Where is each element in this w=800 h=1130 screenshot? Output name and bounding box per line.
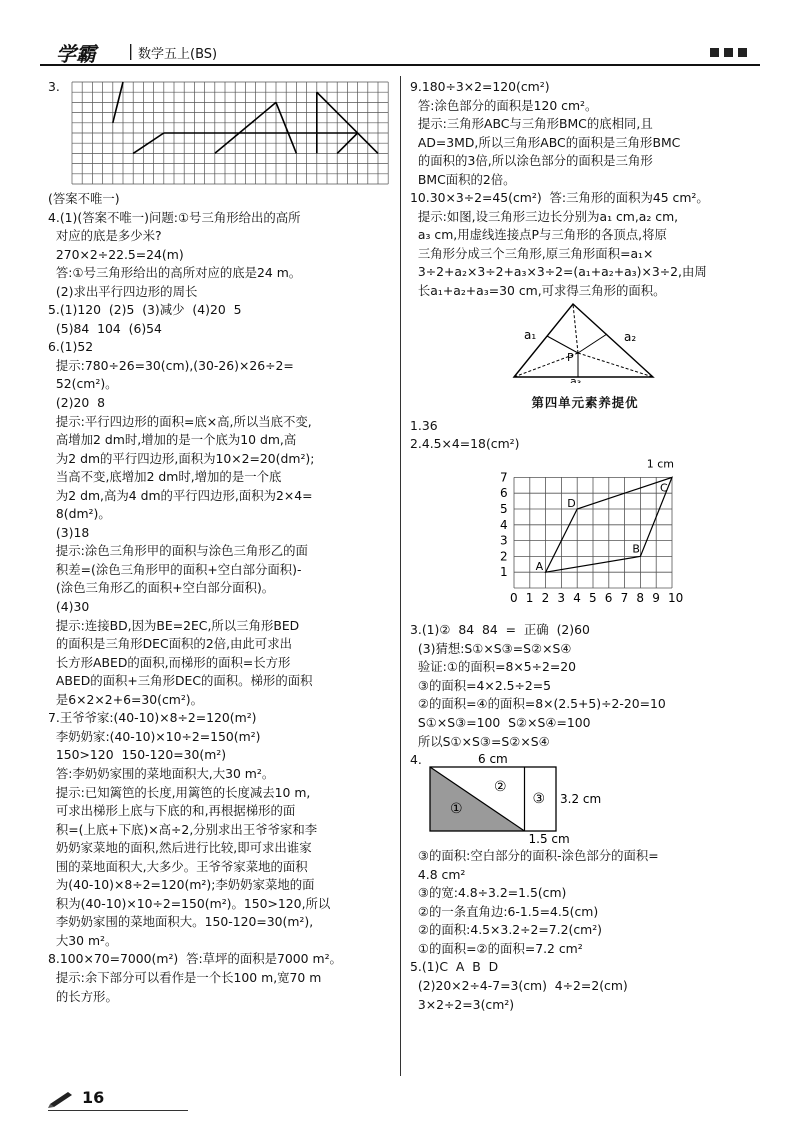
line-text: 为(40-10)×8÷2=120(m²);李奶奶家菜地的面 <box>48 877 315 893</box>
header-square-icon <box>724 48 733 57</box>
line-text: 提示:连接BD,因为BE=2EC,所以三角形BED <box>48 617 300 633</box>
text-line <box>48 672 396 691</box>
text-line <box>410 621 760 640</box>
dimension-label: 3.2 cm <box>559 792 602 807</box>
figure-item <box>410 454 760 622</box>
line-text: 第四单元素养提优 <box>531 395 639 411</box>
text-line <box>410 189 760 208</box>
text-line <box>48 950 396 969</box>
region-label: ③ <box>532 791 545 808</box>
text-line <box>48 765 396 784</box>
line-text: (2)求出平行四边形的周长 <box>48 283 198 299</box>
line-text: 3÷2+a₂×3÷2+a₃×3÷2=(a₁+a₂+a₃)×3÷2,由周 <box>410 264 707 280</box>
text-line <box>48 876 396 895</box>
line-text: 长a₁+a₂+a₃=30 cm,可求得三角形的面积。 <box>410 283 666 299</box>
text-line <box>48 913 396 932</box>
line-text: 是6×2×2+6=30(cm²)。 <box>48 691 204 707</box>
line-text: 积为(40-10)×10÷2=150(m²)。150>120,所以 <box>48 895 331 911</box>
text-line <box>410 640 760 659</box>
text-line <box>410 714 760 733</box>
column-divider <box>400 76 401 1076</box>
text-line <box>48 227 396 246</box>
y-tick-label: 1 <box>500 564 508 579</box>
text-line <box>48 635 396 654</box>
text-line <box>48 487 396 506</box>
line-text: (2)20 8 <box>48 395 105 411</box>
line-text: 150>120 150-120=30(m²) <box>48 747 227 763</box>
line-text: 为2 dm的平行四边形,面积为10×2=20(dm²); <box>48 450 315 466</box>
point-label: D <box>567 496 576 510</box>
text-line <box>48 691 396 710</box>
page-number: 16 <box>82 1088 105 1107</box>
text-line <box>410 921 760 940</box>
region-label: ② <box>493 779 507 796</box>
line-text: (4)30 <box>48 599 90 615</box>
text-line <box>48 375 396 394</box>
line-text: 9.180÷3×2=120(cm²) <box>410 79 550 94</box>
line-text: 的长方形。 <box>48 988 118 1004</box>
line-text: 4.(1)(答案不唯一)问题:①号三角形给出的高所 <box>48 209 301 225</box>
text-line <box>410 996 760 1015</box>
line-text: BMC面积的2倍。 <box>410 171 516 187</box>
line-text: 4. <box>410 752 422 768</box>
x-tick-label: 5 <box>589 590 597 605</box>
text-line <box>410 695 760 714</box>
text-line <box>48 338 396 357</box>
line-text: 大30 m²。 <box>48 932 118 948</box>
line-text: ①的面积=②的面积=7.2 cm² <box>410 940 583 956</box>
line-text: (3)18 <box>48 524 90 540</box>
text-line <box>410 958 760 977</box>
line-text: 答:李奶奶家围的菜地面积大,大30 m²。 <box>48 765 275 781</box>
text-line <box>410 658 760 677</box>
line-text: 提示:已知篱笆的长度,用篱笆的长度减去10 m, <box>48 784 311 800</box>
text-line <box>410 208 760 227</box>
text-line <box>410 134 760 153</box>
x-tick-label: 3 <box>557 590 566 605</box>
x-tick-label: 2 <box>541 590 550 605</box>
text-line <box>48 858 396 877</box>
text-line <box>410 977 760 996</box>
text-line <box>48 598 396 617</box>
line-text: 提示:780÷26=30(cm),(30-26)×26÷2= <box>48 357 294 373</box>
point-label: B <box>632 542 640 556</box>
line-text: 围的菜地面积大,大多少。王爷爷家菜地的面积 <box>48 858 308 874</box>
line-text: ②的面积=④的面积=8×(2.5+5)÷2-20=10 <box>410 696 666 712</box>
text-line <box>48 468 396 487</box>
book-title: 数学五上(BS) <box>138 47 218 62</box>
x-tick-label: 8 <box>636 590 645 605</box>
unit-label: 1 cm <box>646 457 674 471</box>
text-line <box>48 617 396 636</box>
text-line <box>48 579 396 598</box>
line-text: 当高不变,底增加2 dm时,增加的是一个底 <box>48 469 282 485</box>
point-label: P <box>567 350 574 364</box>
line-text: 奶奶家菜地的面积,然后进行比较,即可求出谁家 <box>48 840 312 856</box>
line-text: 4.8 cm² <box>410 866 466 882</box>
line-text: 的面积的3倍,所以涂色部分的面积是三角形 <box>410 153 653 169</box>
line-text: 6.(1)52 <box>48 339 94 355</box>
line-text: 的面积是三角形DEC面积的2倍,由此可求出 <box>48 636 292 652</box>
text-line <box>48 746 396 765</box>
x-tick-label: 0 <box>510 590 518 605</box>
side-label: a₁ <box>524 327 537 342</box>
line-text: 李奶奶家:(40-10)×10÷2=150(m²) <box>48 728 261 744</box>
text-line <box>48 839 396 858</box>
text-line <box>48 209 396 228</box>
text-line <box>410 884 760 903</box>
text-line <box>410 245 760 264</box>
y-tick-label: 7 <box>500 470 508 485</box>
text-line <box>48 190 396 209</box>
line-text: 提示:涂色三角形甲的面积与涂色三角形乙的面 <box>48 543 308 559</box>
y-tick-label: 4 <box>500 517 508 532</box>
text-line <box>48 357 396 376</box>
figure-item <box>410 301 760 389</box>
line-text: 8.100×70=7000(m²) 答:草坪的面积是7000 m²。 <box>48 951 342 967</box>
dimension-label: 1.5 cm <box>528 832 570 847</box>
rectangle-figure <box>422 751 752 847</box>
line-text: 验证:①的面积=8×5÷2=20 <box>410 659 577 675</box>
pencil-icon <box>48 1088 78 1108</box>
line-text: a₃ cm,用虚线连接点P与三角形的各顶点,将原 <box>410 227 667 243</box>
line-text: 长方形ABED的面积,而梯形的面积=长方形 <box>48 654 291 670</box>
x-tick-label: 9 <box>652 590 660 605</box>
text-line <box>48 301 396 320</box>
figure-item <box>48 78 396 190</box>
page-header <box>40 34 760 66</box>
text-line <box>48 932 396 951</box>
line-text: (涂色三角形乙的面积+空白部分面积)。 <box>48 580 275 596</box>
line-text: ABED的面积+三角形DEC的面积。梯形的面积 <box>48 673 313 689</box>
figure-item <box>410 751 760 847</box>
line-text: 提示:如图,设三角形三边长分别为a₁ cm,a₂ cm, <box>410 208 679 224</box>
text-line <box>410 903 760 922</box>
line-text: 提示:三角形ABC与三角形BMC的底相同,且 <box>410 116 653 132</box>
left-column <box>48 78 396 1006</box>
line-text: 高增加2 dm时,增加的是一个底为10 dm,高 <box>48 432 297 448</box>
text-line <box>410 847 760 866</box>
line-text: 提示:平行四边形的面积=底×高,所以当底不变, <box>48 413 312 429</box>
text-line <box>48 988 396 1007</box>
text-line <box>48 524 396 543</box>
header-rule <box>40 64 760 66</box>
text-line <box>48 784 396 803</box>
triangle-figure <box>410 301 750 383</box>
line-text: 2.4.5×4=18(cm²) <box>410 436 520 452</box>
text-line <box>48 283 396 302</box>
text-line <box>410 115 760 134</box>
text-line <box>48 450 396 469</box>
text-line <box>410 152 760 171</box>
point-label: A <box>535 559 544 573</box>
line-text: S①×S③=100 S②×S④=100 <box>410 715 591 731</box>
region-label: ① <box>449 801 463 818</box>
line-text: 李奶奶家围的菜地面积大。150-120=30(m²), <box>48 914 314 930</box>
dashed-line <box>573 304 578 353</box>
y-tick-label: 5 <box>500 501 508 516</box>
text-line <box>410 78 760 97</box>
line-text: ③的面积:空白部分的面积-涂色部分的面积= <box>410 848 659 864</box>
text-line <box>48 895 396 914</box>
y-tick-label: 6 <box>500 485 508 500</box>
line-text: ③的宽:4.8÷3.2=1.5(cm) <box>410 885 567 901</box>
line-text: 5.(1)C A B D <box>410 959 499 975</box>
line-text: ③的面积=4×2.5÷2=5 <box>410 677 552 693</box>
side-label: a₂ <box>624 329 637 344</box>
line-text: (2)20×2÷4-7=3(cm) 4÷2=2(cm) <box>410 977 628 993</box>
text-line <box>48 505 396 524</box>
y-tick-label: 2 <box>500 549 508 564</box>
x-tick-label: 4 <box>573 590 581 605</box>
text-line <box>48 802 396 821</box>
text-line <box>48 821 396 840</box>
footer-rule <box>48 1110 188 1111</box>
line-text: 3. <box>48 79 60 94</box>
line-text: ②的面积:4.5×3.2÷2=7.2(cm²) <box>410 922 603 938</box>
line-text: 3.(1)② 84 84 = 正确 (2)60 <box>410 622 590 638</box>
line-text: 为2 dm,高为4 dm的平行四边形,面积为2×4= <box>48 487 313 503</box>
text-line <box>410 940 760 959</box>
line-text: 10.30×3÷2=45(cm²) 答:三角形的面积为45 cm²。 <box>410 190 709 206</box>
text-line <box>48 561 396 580</box>
line-text: (3)猜想:S①×S③=S②×S④ <box>410 640 572 656</box>
line-text: (答案不唯一) <box>48 191 120 206</box>
text-line <box>48 320 396 339</box>
line-text: AD=3MD,所以三角形ABC的面积是三角形BMC <box>410 134 681 150</box>
text-line <box>48 728 396 747</box>
text-line <box>410 171 760 190</box>
text-line <box>48 246 396 265</box>
x-tick-label: 10 <box>668 590 684 605</box>
text-line <box>48 413 396 432</box>
line-text: 积差=(涂色三角形甲的面积+空白部分面积)- <box>48 561 302 577</box>
line-text: 三角形分成三个三角形,原三角形面积=a₁× <box>410 245 654 261</box>
dashed-line <box>578 353 653 377</box>
line-text: 3×2÷2=3(cm²) <box>410 996 515 1012</box>
text-line <box>48 264 396 283</box>
grid-figure <box>60 78 390 190</box>
line-text: 270×2÷22.5=24(m) <box>48 246 184 262</box>
line-text: 答:①号三角形给出的高所对应的底是24 m。 <box>48 265 302 281</box>
header-square-icon <box>710 48 719 57</box>
line-text: 52(cm²)。 <box>48 376 118 392</box>
text-line <box>410 263 760 282</box>
text-line <box>410 733 760 752</box>
side-label: a₃ <box>570 374 582 383</box>
line-text: (5)84 104 (6)54 <box>48 320 162 336</box>
text-line <box>48 654 396 673</box>
text-line <box>410 226 760 245</box>
text-line <box>410 677 760 696</box>
line-text: 积=(上底+下底)×高÷2,分别求出王爷爷家和李 <box>48 821 318 837</box>
text-line <box>48 394 396 413</box>
text-line <box>48 542 396 561</box>
line-text: 1.36 <box>410 417 438 433</box>
text-line <box>48 969 396 988</box>
x-tick-label: 7 <box>620 590 629 605</box>
line-text: 所以S①×S③=S②×S④ <box>410 733 550 749</box>
line-text: 可求出梯形上底与下底的和,再根据梯形的面 <box>48 803 296 819</box>
header-separator: | <box>128 41 134 60</box>
line-text: 8(dm²)。 <box>48 506 111 522</box>
text-line <box>48 431 396 450</box>
line-text: 对应的底是多少米? <box>48 228 162 244</box>
point-label: C <box>660 481 668 495</box>
text-line <box>410 282 760 301</box>
header-square-icon <box>738 48 747 57</box>
text-line <box>410 866 760 885</box>
brand-logo: 学霸 <box>56 42 96 66</box>
text-line <box>410 417 760 436</box>
text-line <box>410 435 760 454</box>
text-line <box>410 97 760 116</box>
coordinate-figure <box>410 454 750 616</box>
line-text: 7.王爷爷家:(40-10)×8÷2=120(m²) <box>48 710 257 726</box>
line-text: 5.(1)120 (2)5 (3)减少 (4)20 5 <box>48 302 242 318</box>
text-line <box>48 709 396 728</box>
section-title <box>410 394 760 413</box>
y-tick-label: 3 <box>500 533 508 548</box>
line-text: 答:涂色部分的面积是120 cm²。 <box>410 97 598 113</box>
dimension-label: 6 cm <box>477 752 508 767</box>
height-line <box>578 334 607 353</box>
line-text: ②的一条直角边:6-1.5=4.5(cm) <box>410 903 599 919</box>
x-tick-label: 6 <box>604 590 613 605</box>
x-tick-label: 1 <box>525 590 534 605</box>
line-text: 提示:余下部分可以看作是一个长100 m,宽70 m <box>48 969 322 985</box>
right-column <box>410 78 760 1014</box>
